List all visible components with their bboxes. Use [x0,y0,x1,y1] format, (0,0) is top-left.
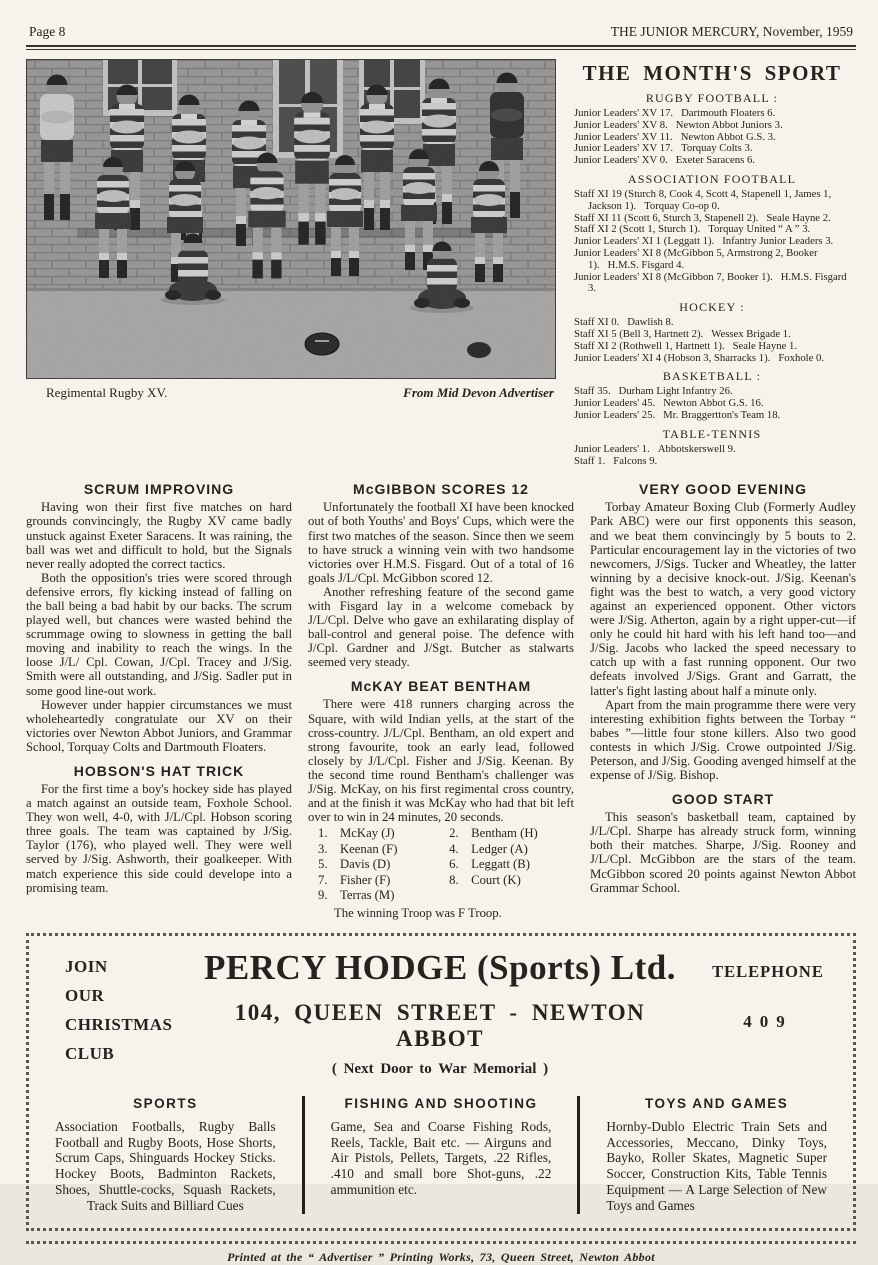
sport-result-line [568,456,856,468]
article-paragraph: For the first time a boy's hockey side has played a match against an outside team, Foxhole School. They won well, 4-0, with J/L/Cpl. Hobson scoring three goals. The team was captained by J/Sig. Taylor (176), who played well. They were well served by J/Sig. Ashworth, their goalkeeper. With match experience this side could develope into a promising team. [26,782,292,895]
sport-result-line [568,272,856,296]
advert-column [302,1096,581,1214]
christmas-club-line: CHRISTMAS [65,1014,173,1034]
page-footer [26,1241,856,1265]
home-team-score: Junior Leaders' XV 0. [574,154,668,167]
article-paragraph: Another refreshing feature of the second game with Fisgard lay in a welcome comeback by J/L/Cpl. Delve who gave an exhilarating display of ball-control and general poise. The defence with J/Cpl. Gardner and J/Sgt. Butcher as stalwarts seemed very steady. [308,584,574,670]
away-team-score: Torquay United “ A ” 3. [708,223,811,236]
race-result-item [318,857,449,873]
away-team-score: Newton Abbot G.S. 16. [663,397,764,410]
advert-header [29,948,853,1078]
printer-imprint: Printed at the “ Advertiser ” Printing Works, 73, Queen Street, Newton Abbot [227,1249,655,1264]
article-paragraph: Both the opposition's tries were scored through defensive errors, fly kicking instead of falling on the ball being a bad habit by our backs. The scrum played well, but chances were wasted behind the scrummage owing to slowness in getting the ball moving and inability to reach the wings. In the loose J/L/ Cpl. Cowan, J/Cpl. Tracey and J/Sig. Smith were all outstanding, and J/Sig. Sadler put in some good line-out work. [26,570,292,698]
runner-name: Ledger (A) [471,841,528,856]
home-team-score: Staff XI 2 (Scott 1, Sturch 1). [574,223,701,236]
advert-column [29,1096,302,1214]
home-team-score: Staff XI 0. [574,316,620,329]
article-paragraph: This season's basketball team, captained by J/L/Cpl. Sharpe has already struck form, winning both their matches. Sharpe, J/Sig. Rooney and J/L/Cpl. McGibbon are the stars of the team. McGibbon scored 20 points against Newton Abbot Grammar School. [590,810,856,895]
runner-name: Bentham (H) [471,826,538,841]
article-paragraph: There were 418 runners charging across the Square, with wild Indian yells, at the start of the cross-country. J/L/Cpl. Bentham, an old expert and strong favourite, took an early lead, followed closely by J/L/Cpl. Fisher and J/Sig. Keenan. By the second time round Bentham's challenger was J/Sig. McKay, on his first regimental cross country, and at the finish it was McKay who had that bit left over to win in 24 minutes, 20 seconds. [308,697,574,825]
sport-result-line [568,189,856,213]
christmas-club-line: CLUB [65,1043,115,1063]
runner-position: 1. [318,826,328,841]
article-columns [26,481,856,920]
runner-position: 6. [449,857,459,872]
closing-line: The winning Troop was F Troop. [334,905,502,920]
home-team-score: Junior Leaders' 1. [574,442,650,455]
home-team-score: Junior Leaders' XV 8. [574,118,668,131]
advert-column-text: Game, Sea and Coarse Fishing Rods, Reels, Tackle, Bait etc. — Airguns and Air Pistols, Pellets, Targets, .22 Rifles, .410 and small bore Shot-guns, .22 ammunition etc. [330,1118,552,1197]
months-sport-column [568,59,856,467]
away-team-score: Dartmouth Floaters 6. [681,107,776,119]
sport-section [568,91,856,167]
telephone-label: TELEPHONE [712,961,824,981]
team-photo-image [26,59,556,379]
home-team-score: Junior Leaders' XI 8 (McGibbon 5, Armstrong 2, Booker 1). [574,246,818,271]
photo-caption [26,379,556,401]
home-team-score: Junior Leaders' 25. [574,408,656,421]
advert-subtitle: ( Next Door to War Memorial ) [331,1060,549,1077]
race-result-item [318,888,449,904]
sport-section-heading: BASKETBALL : [662,369,762,384]
article-paragraph: Having won their first five matches on hard grounds convincingly, the Rugby XV came badly unstuck against Exeter Saracens. It was raining, the ball was wet and difficult to hold, but the Signals never really adopted the correct tactics. [26,500,292,571]
advert-columns [29,1096,853,1214]
away-team-score: Falcons 9. [613,454,658,467]
runner-name: Fisher (F) [340,872,391,887]
sport-result-line [568,353,856,365]
christmas-club-line: OUR [65,985,105,1005]
telephone-number: 409 [743,1011,793,1031]
caption-credit: From Mid Devon Advertiser [403,385,554,400]
article-headline: McGIBBON SCORES 12 [353,481,529,498]
runner-position: 4. [449,841,459,856]
home-team-score: Staff XI 2 (Rothwell 1, Hartnett 1). [574,339,725,352]
advert-column-heading: FISHING AND SHOOTING [344,1095,538,1111]
away-team-score: Torquay Colts 3. [681,142,753,155]
home-team-score: Staff 1. [574,454,606,467]
away-team-score: Exeter Saracens 6. [675,154,755,167]
race-result-item [449,842,574,858]
advert-address: 104, QUEEN STREET - NEWTON ABBOT [234,999,646,1051]
article-paragraph: However under happier circumstances we must wholeheartedly congratulate our XV on their victories over Newton Abbot Juniors, and Grammar School, Torquay Colts and Dartmouth Floaters. [26,697,292,754]
christmas-club-line: JOIN [65,956,108,976]
team-photo [26,59,556,467]
top-section [26,59,856,467]
article-headline: SCRUM IMPROVING [83,481,235,498]
home-team-score: Staff 35. [574,385,611,398]
runner-name: Davis (D) [340,857,391,872]
sport-result-line [568,444,856,456]
sport-section-heading: RUGBY FOOTBALL : [645,91,779,105]
away-team-score: Torquay Co-op 0. [644,199,720,212]
away-team-score: Seale Hayne 1. [732,339,797,352]
telephone-block [683,948,853,1032]
advert-column-heading: TOYS AND GAMES [645,1095,789,1111]
runner-position: 8. [449,872,459,887]
runner-name: Leggatt (B) [471,857,530,872]
away-team-score: Newton Abbot G.S. 3. [680,130,776,143]
article-paragraph: Torbay Amateur Boxing Club (Formerly Audley Park ABC) were our first opponents this season, and we beat them convincingly by 5 bouts to 2. Particular encouragement lay in the victories of two newcomers, J/Sigs. Tucker and Wheatley, the latter winning by a decisive knock-out. J/Sig. Keenan's fight was the best to watch, a very good victory against an experienced opponent. Other victors were J/Sig. Atherton, again by a right upper-cut—if only he could hit hard with his left hand too—and J/Sig. Jacobs who lacked the speed necessary to catch up with a fast running opponent. Our two defeats involved J/Sigs. Grant and Garratt, the latter's fight lasting about half a minute only. [590,500,856,698]
away-team-score: Dawlish 8. [627,316,674,329]
race-result-item [318,826,449,842]
article-headline: VERY GOOD EVENING [639,481,807,498]
race-result-item [318,842,449,858]
home-team-score: Staff XI 5 (Bell 3, Hartnett 2). [574,327,704,340]
advert-column-heading: SPORTS [133,1095,198,1111]
header-rule [26,45,856,50]
away-team-score: Wessex Brigade 1. [711,327,791,340]
advert-center [197,948,683,1078]
home-team-score: Staff XI 19 (Sturch 8, Cook 4, Scott 4, Stapenell 1, James 1, Jackson 1). [574,187,832,212]
home-team-score: Junior Leaders' XI 8 (McGibbon 7, Booker 1). [574,270,773,283]
sport-section-heading: TABLE-TENNIS [662,426,762,441]
race-result-item [318,873,449,889]
runner-name: McKay (J) [340,826,395,841]
home-team-score: Staff XI 11 (Scott 6, Sturch 3, Stapenell 2). [574,211,759,224]
footer-rule [26,1241,856,1244]
sport-section [568,300,856,364]
advert-percy-hodge [26,933,856,1231]
article-column [26,481,292,920]
runner-position: 3. [318,841,328,856]
article-column [590,481,856,920]
race-result-item [449,857,574,873]
masthead: THE JUNIOR MERCURY, November, 1959 [610,24,853,39]
sport-result-line [568,410,856,422]
home-team-score: Junior Leaders' XI 1 (Leggatt 1). [574,235,715,248]
runner-name: Keenan (F) [340,841,398,856]
runner-position: 9. [318,888,328,903]
advert-column [580,1096,853,1214]
page-number: Page 8 [29,24,66,39]
sport-result-line [568,248,856,272]
article-headline: HOBSON'S HAT TRICK [73,763,245,780]
sport-section-heading: HOCKEY : [679,300,745,315]
article-headline: McKAY BEAT BENTHAM [350,678,532,695]
home-team-score: Junior Leaders' XV 17. [574,107,674,119]
article-column [308,481,574,920]
race-result-item [449,826,574,842]
home-team-score: Junior Leaders' XV 17. [574,142,674,155]
advert-column-text: Hornby-Dublo Electric Train Sets and Accessories, Meccano, Dinky Toys, Bayko, Roller Skates, Magnetic Super Soccer, Construction Kits, Table Tennis Equipment — A Large Selection of New Toys and Games [606,1118,828,1213]
article-paragraph: Unfortunately the football XI have been knocked out of both Youths' and Boys' Cups, which were the first two matches of the season. Since then we seem to have struck a winning vein with two handsome victories over H.M.S. Fisgard. Out of a total of 16 goals J/L/Cpl. McGibbon scored 12. [308,500,574,585]
advert-title: PERCY HODGE (Sports) Ltd. [203,947,677,987]
christmas-club-block [29,948,197,1068]
advert-column-text: Association Footballs, Rugby Balls Football and Rugby Boots, Hose Shorts, Scrum Caps, Shinguards Hockey Sticks. Hockey Boots, Badminton Rackets, Shoes, Shuttle-cocks, Squash Rackets, Track Suits and Billiard Cues [55,1118,276,1213]
away-team-score: Abbotskerswell 9. [657,442,736,455]
runner-position: 7. [318,872,328,887]
sport-results [568,91,856,467]
race-result-item [449,873,574,889]
page-header [26,24,856,45]
caption-title: Regimental Rugby XV. [46,385,168,400]
runner-name: Terras (M) [340,888,395,903]
sport-section-heading: ASSOCIATION FOOTBALL [627,171,797,186]
runner-position: 5. [318,857,328,872]
away-team-score: Newton Abbot Juniors 3. [675,118,783,131]
article-paragraph: Apart from the main programme there were very interesting exhibition fights between the Torbay “ babes ”—little four stone killers. Also two good contests in which J/Sig. Crowe outpointed J/Sig. Peterson, and J/Sig. Gooding avenged himself at the expense of J/Sig. Bishop. [590,697,856,783]
sport-result-line [568,155,856,167]
home-team-score: Junior Leaders' 45. [574,397,656,410]
article-headline: GOOD START [671,791,775,808]
away-team-score: Seale Hayne 2. [766,211,831,224]
runner-position: 2. [449,826,459,841]
runner-name: Court (K) [471,872,521,887]
away-team-score: H.M.S. Fisgard 3. [588,270,847,295]
home-team-score: Junior Leaders' XV 11. [574,130,673,143]
sport-section [568,427,856,468]
sport-section [568,369,856,421]
away-team-score: Durham Light Infantry 26. [618,385,733,398]
away-team-score: Foxhole 0. [778,351,825,364]
away-team-score: H.M.S. Fisgard 4. [607,258,685,271]
months-sport-title: THE MONTH'S SPORT [582,61,842,85]
away-team-score: Mr. Braggertton's Team 18. [663,408,781,421]
sport-section [568,172,856,295]
away-team-score: Infantry Junior Leaders 3. [722,235,834,248]
home-team-score: Junior Leaders' XI 4 (Hobson 3, Sharracks 1). [574,351,771,364]
race-results-list [318,826,574,904]
